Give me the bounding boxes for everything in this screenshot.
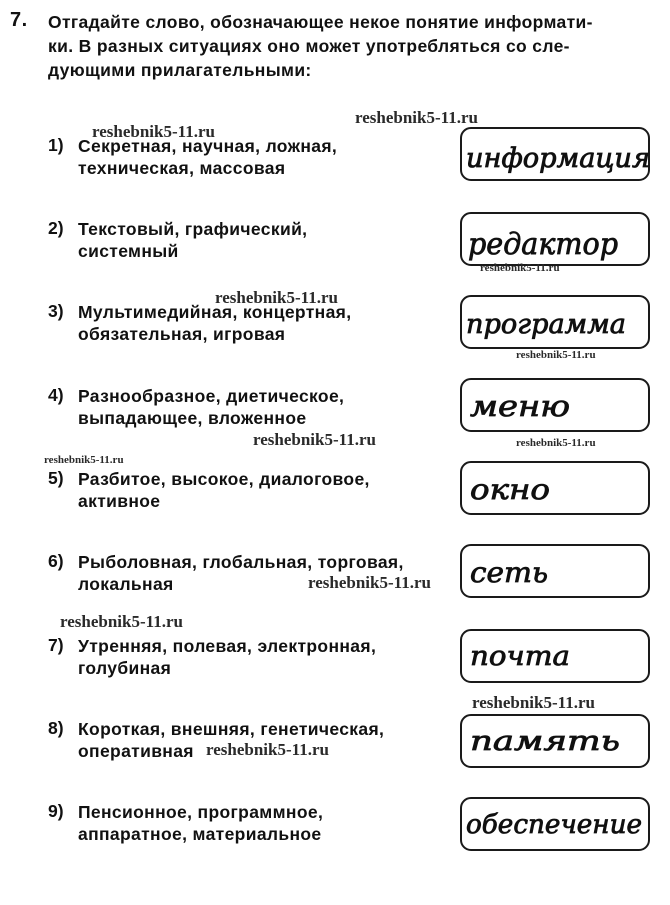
item-line: Разбитое, высокое, диалоговое, bbox=[78, 469, 370, 489]
item-line: Утренняя, полевая, электронная, bbox=[78, 636, 377, 656]
item-adjectives bbox=[78, 801, 448, 845]
answer-text: программа bbox=[466, 309, 626, 340]
watermark: reshebnik5-11.ru bbox=[516, 437, 596, 449]
item-number: 6) bbox=[48, 551, 64, 571]
answer-text: окно bbox=[470, 473, 550, 506]
item-number: 4) bbox=[48, 385, 64, 405]
item-number: 1) bbox=[48, 135, 64, 155]
item-line: локальная bbox=[78, 574, 174, 594]
handwritten-answer bbox=[456, 123, 656, 187]
answer-box[interactable] bbox=[460, 212, 650, 266]
list-item bbox=[0, 135, 670, 215]
watermark: reshebnik5-11.ru bbox=[206, 740, 329, 759]
handwritten-answer bbox=[456, 291, 656, 355]
item-line: Мультимедийная, концертная, bbox=[78, 302, 352, 322]
item-adjectives bbox=[78, 385, 448, 429]
answer-text: информация bbox=[466, 143, 650, 174]
task-text-line-1: Отгадайте слово, обозначающее некое понятие информати- bbox=[48, 12, 593, 32]
item-number: 9) bbox=[48, 801, 64, 821]
item-line: системный bbox=[78, 241, 179, 261]
task-text-line-3: дующими прилагательными: bbox=[48, 60, 312, 80]
handwritten-answer bbox=[456, 793, 656, 857]
answer-box[interactable] bbox=[460, 544, 650, 598]
watermark: reshebnik5-11.ru bbox=[516, 349, 596, 361]
item-line: оперативная bbox=[78, 741, 194, 761]
watermark: reshebnik5-11.ru bbox=[253, 430, 376, 449]
item-number: 7) bbox=[48, 635, 64, 655]
handwritten-answer bbox=[456, 457, 656, 521]
item-line: Рыболовная, глобальная, торговая, bbox=[78, 552, 404, 572]
list-item bbox=[0, 301, 670, 381]
item-line: активное bbox=[78, 491, 161, 511]
item-adjectives bbox=[78, 218, 448, 262]
item-line: Разнообразное, диетическое, bbox=[78, 386, 345, 406]
answer-text: меню bbox=[470, 389, 570, 423]
answer-text: сеть bbox=[470, 556, 548, 589]
item-line: аппаратное, материальное bbox=[78, 824, 322, 844]
answer-box[interactable] bbox=[460, 461, 650, 515]
item-number: 2) bbox=[48, 218, 64, 238]
item-number: 8) bbox=[48, 718, 64, 738]
answer-box[interactable] bbox=[460, 378, 650, 432]
item-number: 5) bbox=[48, 468, 64, 488]
watermark: reshebnik5-11.ru bbox=[480, 262, 560, 274]
watermark: reshebnik5-11.ru bbox=[308, 573, 431, 592]
answer-text: обеспечение bbox=[466, 810, 642, 840]
item-adjectives bbox=[78, 468, 448, 512]
watermark: reshebnik5-11.ru bbox=[60, 612, 183, 631]
item-line: выпадающее, вложенное bbox=[78, 408, 307, 428]
item-line: Пенсионное, программное, bbox=[78, 802, 324, 822]
item-line: Короткая, внешняя, генетическая, bbox=[78, 719, 385, 739]
watermark: reshebnik5-11.ru bbox=[472, 693, 595, 712]
answer-box[interactable] bbox=[460, 295, 650, 349]
answer-text: редактор bbox=[468, 227, 618, 262]
handwritten-answer bbox=[456, 625, 656, 689]
item-adjectives bbox=[78, 635, 448, 679]
list-item bbox=[0, 218, 670, 298]
list-item bbox=[0, 468, 670, 548]
answer-text: память bbox=[470, 726, 620, 757]
watermark: reshebnik5-11.ru bbox=[92, 122, 215, 141]
watermark: reshebnik5-11.ru bbox=[215, 288, 338, 307]
answer-box[interactable] bbox=[460, 797, 650, 851]
handwritten-answer bbox=[456, 710, 656, 774]
item-line: голубиная bbox=[78, 658, 172, 678]
answer-box[interactable] bbox=[460, 127, 650, 181]
list-item bbox=[0, 801, 670, 881]
handwritten-answer bbox=[456, 540, 656, 604]
item-line: обязательная, игровая bbox=[78, 324, 286, 344]
item-line: Секретная, научная, ложная, bbox=[78, 136, 338, 156]
answer-box[interactable] bbox=[460, 714, 650, 768]
handwritten-answer bbox=[456, 374, 656, 438]
list-item bbox=[0, 385, 670, 465]
task-text-line-2: ки. В разных ситуациях оно может употребляться со сле- bbox=[48, 36, 570, 56]
item-number: 3) bbox=[48, 301, 64, 321]
answer-box[interactable] bbox=[460, 629, 650, 683]
list-item bbox=[0, 718, 670, 798]
task-number: 7. bbox=[10, 9, 28, 31]
item-line: Текстовый, графический, bbox=[78, 219, 308, 239]
item-line: техническая, массовая bbox=[78, 158, 286, 178]
answer-text: почта bbox=[470, 641, 570, 672]
watermark: reshebnik5-11.ru bbox=[355, 108, 478, 127]
watermark: reshebnik5-11.ru bbox=[44, 454, 124, 466]
